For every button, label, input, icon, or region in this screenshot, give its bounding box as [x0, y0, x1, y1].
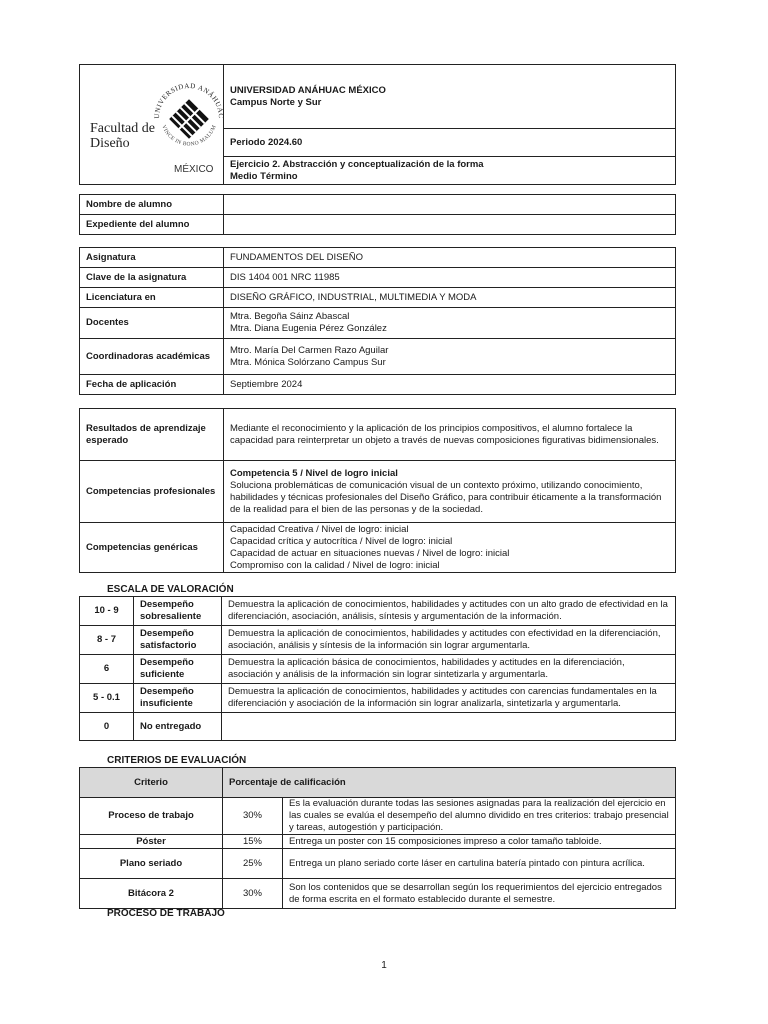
course-value-line: Mtra. Mónica Solórzano Campus Sur: [230, 356, 386, 368]
university-cell: [224, 65, 676, 129]
criteria-name: Plano seriado: [80, 849, 223, 879]
criteria-percent: 30%: [223, 879, 283, 909]
course-value: [224, 248, 676, 268]
professional-text: Soluciona problemáticas de comunicación visual de un contexto próximo, utilizando conocimiento, habilidades y técnicas profesionales del Diseño Gráfico, para contribuir éticamente a la transformación de la realidad para el bien de las personas y de la sociedad.: [230, 479, 662, 515]
scale-level: Desempeño insuficiente: [134, 684, 222, 713]
generic-cell: [224, 523, 676, 573]
professional-label: Competencias profesionales: [80, 461, 224, 523]
faculty-line-2: Diseño: [90, 136, 130, 151]
scale-description: [222, 713, 676, 741]
course-label: Fecha de aplicación: [80, 375, 224, 395]
criteria-description: Son los contenidos que se desarrollan según los requerimientos del ejercicio entregados de forma escrita en el formato establecido durante el semestre.: [283, 879, 676, 909]
criteria-name: Póster: [80, 835, 223, 849]
course-row: [80, 339, 676, 375]
faculty-line-1: Facultad de: [90, 121, 155, 136]
course-value-line: DIS 1404 001 NRC 11985: [230, 271, 340, 283]
logo-country: MÉXICO: [174, 164, 214, 175]
learning-text: Mediante el reconocimiento y la aplicación de los principios compositivos, el alumno fortalece la capacidad para reinterpretar un objeto a través de nuevas composiciones figurativas bidimensionales.: [224, 409, 676, 461]
scale-row: [80, 626, 676, 655]
course-row: [80, 268, 676, 288]
exercise-cell: [224, 157, 676, 185]
course-row: [80, 288, 676, 308]
scale-level: Desempeño satisfactorio: [134, 626, 222, 655]
learning-label: Resultados de aprendizaje esperado: [80, 409, 224, 461]
course-value: [224, 268, 676, 288]
scale-row: [80, 597, 676, 626]
student-name-field[interactable]: [224, 195, 676, 215]
student-file-field[interactable]: [224, 215, 676, 235]
course-value-line: Mtra. Begoña Sáinz Abascal: [230, 311, 350, 322]
criteria-row: [80, 835, 676, 849]
scale-table: [79, 596, 676, 741]
generic-line: Compromiso con la calidad / Nivel de logro: inicial: [230, 559, 440, 571]
course-value: [224, 375, 676, 395]
scale-range: 6: [80, 655, 134, 684]
scale-row: [80, 713, 676, 741]
course-label: Licenciatura en: [80, 288, 224, 308]
process-heading: PROCESO DE TRABAJO: [107, 908, 225, 919]
generic-line: Capacidad crítica y autocrítica / Nivel de logro: inicial: [230, 535, 453, 547]
scale-heading: ESCALA DE VALORACIÓN: [107, 584, 234, 595]
exercise-term: Medio Término: [230, 170, 298, 182]
generic-line: Capacidad Creativa / Nivel de logro: inicial: [230, 523, 409, 535]
criteria-table: [79, 767, 676, 909]
criteria-name: Proceso de trabajo: [80, 798, 223, 835]
course-label: Coordinadoras académicas: [80, 339, 224, 375]
course-value: [224, 339, 676, 375]
scale-description: Demuestra la aplicación básica de conocimientos, habilidades y actitudes en la diferenciación, asociación y análisis de la información sin lograr sintetizarla y argumentarla.: [222, 655, 676, 684]
scale-level: No entregado: [134, 713, 222, 741]
scale-level: Desempeño sobresaliente: [134, 597, 222, 626]
header-table: [79, 64, 676, 185]
scale-range: 5 - 0.1: [80, 684, 134, 713]
course-row: [80, 248, 676, 268]
course-value-line: DISEÑO GRÁFICO, INDUSTRIAL, MULTIMEDIA Y MODA: [230, 291, 477, 303]
course-label: Docentes: [80, 308, 224, 339]
page-number: 1: [381, 960, 387, 971]
scale-description: Demuestra la aplicación de conocimientos, habilidades y actitudes con un alto grado de efectividad en la diferenciación, asociación, análisis, síntesis y argumentación de la información.: [222, 597, 676, 626]
exercise-title: Ejercicio 2. Abstracción y conceptualización de la forma: [230, 158, 484, 170]
scale-description: Demuestra la aplicación de conocimientos, habilidades y actitudes con efectividad en la diferenciación, asociación, análisis y síntesis de la información sin lograr argumentarla.: [222, 626, 676, 655]
criteria-row: [80, 879, 676, 909]
seal-text-bottom: VINCE IN BONO MALUM: [160, 124, 218, 148]
scale-range: 0: [80, 713, 134, 741]
criteria-percent: 30%: [223, 798, 283, 835]
scale-range: 10 - 9: [80, 597, 134, 626]
student-table: [79, 194, 676, 235]
seal-text-top: UNIVERSIDAD ANÁHUAC: [152, 81, 226, 119]
criteria-header-percentage: Porcentaje de calificación: [223, 768, 676, 798]
course-row: [80, 375, 676, 395]
criteria-percent: 25%: [223, 849, 283, 879]
student-name-label: Nombre de alumno: [80, 195, 224, 215]
logo-cell: [80, 65, 224, 185]
scale-description: Demuestra la aplicación de conocimientos, habilidades y actitudes con carencias fundamentales en la diferenciación y asociación de la información sin lograr analizarla, sintetizarla y argumentarla.: [222, 684, 676, 713]
scale-range: 8 - 7: [80, 626, 134, 655]
professional-title: Competencia 5 / Nivel de logro inicial: [230, 467, 398, 479]
university-logo: [90, 79, 225, 177]
criteria-description: Es la evaluación durante todas las sesiones asignadas para la realización del ejercicio en las cuales se evalúa el desempeño del alumno dividido en tres criterios: trabajo presencial y tareas, autogestión y participación.: [283, 798, 676, 835]
university-name: UNIVERSIDAD ANÁHUAC MÉXICO: [230, 84, 386, 96]
course-row: [80, 308, 676, 339]
course-label: Asignatura: [80, 248, 224, 268]
course-value-line: Septiembre 2024: [230, 378, 303, 390]
course-value: [224, 308, 676, 339]
competencies-table: [79, 408, 676, 573]
criteria-heading: CRITERIOS DE EVALUACIÓN: [107, 755, 247, 766]
generic-label: Competencias genéricas: [80, 523, 224, 573]
student-file-label: Expediente del alumno: [80, 215, 224, 235]
period: Periodo 2024.60: [224, 129, 676, 157]
university-seal-icon: [150, 79, 228, 157]
seal-emblem: [169, 99, 209, 139]
course-value: [224, 288, 676, 308]
scale-row: [80, 684, 676, 713]
campus-name: Campus Norte y Sur: [230, 96, 322, 108]
scale-level: Desempeño suficiente: [134, 655, 222, 684]
professional-cell: [224, 461, 676, 523]
course-table: [79, 247, 676, 395]
criteria-row: [80, 849, 676, 879]
course-value-line: FUNDAMENTOS DEL DISEÑO: [230, 251, 364, 263]
criteria-percent: 15%: [223, 835, 283, 849]
criteria-header-criterion: Criterio: [80, 768, 223, 798]
criteria-name: Bitácora 2: [80, 879, 223, 909]
criteria-description: Entrega un poster con 15 composiciones impreso a color tamaño tabloide.: [283, 835, 676, 849]
scale-row: [80, 655, 676, 684]
course-label: Clave de la asignatura: [80, 268, 224, 288]
course-value-line: Mtra. Diana Eugenia Pérez González: [230, 323, 387, 334]
criteria-description: Entrega un plano seriado corte láser en cartulina batería pintado con pintura acrílica.: [283, 849, 676, 879]
generic-line: Capacidad de actuar en situaciones nuevas / Nivel de logro: inicial: [230, 547, 510, 559]
criteria-row: [80, 798, 676, 835]
course-value-line: Mtro. María Del Carmen Razo Aguilar: [230, 344, 389, 356]
